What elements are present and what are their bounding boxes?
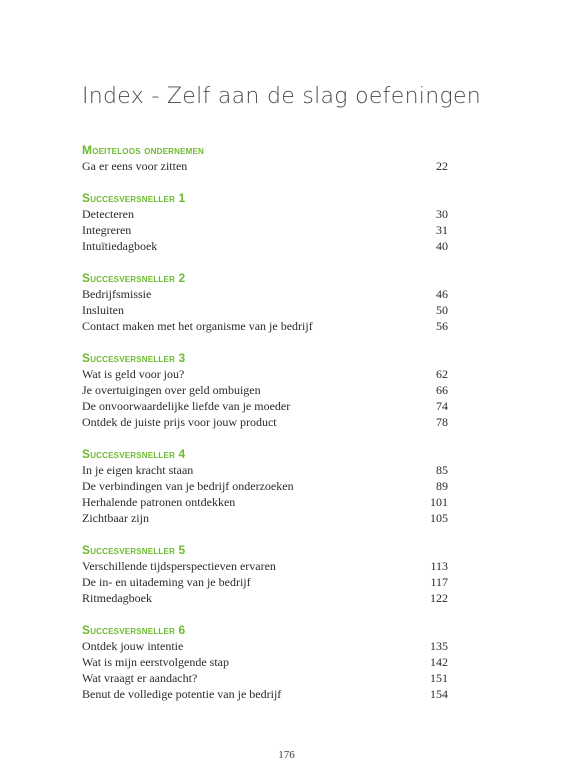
index-entry bbox=[82, 494, 448, 510]
entry-title: Zichtbaar zijn bbox=[82, 511, 149, 525]
entry-page-number: 30 bbox=[436, 207, 448, 221]
footer-page-number: 176 bbox=[278, 749, 295, 761]
entry-page-number: 78 bbox=[436, 415, 448, 429]
index-entry bbox=[82, 462, 448, 478]
entry-title: De onvoorwaardelijke liefde van je moeder bbox=[82, 399, 291, 413]
entry-page-number: 135 bbox=[430, 639, 448, 653]
entry-title: Detecteren bbox=[82, 207, 134, 221]
entry-page-number: 56 bbox=[436, 319, 448, 333]
section-heading: Succesversneller 6 bbox=[82, 623, 186, 637]
entry-title: Ritmedagboek bbox=[82, 591, 152, 605]
index-entry bbox=[82, 558, 448, 574]
entry-page-number: 117 bbox=[430, 575, 448, 589]
entry-title: De in- en uitademing van je bedrijf bbox=[82, 575, 251, 589]
entry-page-number: 85 bbox=[436, 463, 448, 477]
index-entry bbox=[82, 414, 448, 430]
index-entry bbox=[82, 238, 448, 254]
index-section bbox=[82, 270, 448, 334]
entry-title: Benut de volledige potentie van je bedrijf bbox=[82, 687, 282, 701]
entry-title: Je overtuigingen over geld ombuigen bbox=[82, 383, 261, 397]
entry-page-number: 66 bbox=[436, 383, 448, 397]
section-entries bbox=[82, 558, 448, 606]
index-section bbox=[82, 622, 448, 702]
entry-title: Bedrijfsmissie bbox=[82, 287, 152, 301]
index-entry bbox=[82, 302, 448, 318]
index-entry bbox=[82, 158, 448, 174]
entry-page-number: 101 bbox=[430, 495, 448, 509]
entry-page-number: 142 bbox=[430, 655, 448, 669]
index-section bbox=[82, 446, 448, 526]
index-section bbox=[82, 190, 448, 254]
index-entry bbox=[82, 398, 448, 414]
entry-title: Integreren bbox=[82, 223, 132, 237]
entry-page-number: 22 bbox=[436, 159, 448, 173]
section-entries bbox=[82, 462, 448, 526]
entry-title: In je eigen kracht staan bbox=[82, 463, 194, 477]
entry-page-number: 105 bbox=[430, 511, 448, 525]
entry-page-number: 154 bbox=[430, 687, 448, 701]
entry-title: Ontdek jouw intentie bbox=[82, 639, 184, 653]
section-heading: Succesversneller 1 bbox=[82, 191, 186, 205]
section-entries bbox=[82, 286, 448, 334]
entry-title: Verschillende tijdsperspectieven ervaren bbox=[82, 559, 276, 573]
entry-title: Ontdek de juiste prijs voor jouw product bbox=[82, 415, 277, 429]
index-entry bbox=[82, 510, 448, 526]
index-entry bbox=[82, 574, 448, 590]
entry-title: Wat vraagt er aandacht? bbox=[82, 671, 198, 685]
index-list bbox=[82, 142, 448, 702]
entry-page-number: 89 bbox=[436, 479, 448, 493]
entry-title: Contact maken met het organisme van je bedrijf bbox=[82, 319, 313, 333]
index-entry bbox=[82, 590, 448, 606]
index-entry bbox=[82, 654, 448, 670]
index-entry bbox=[82, 478, 448, 494]
entry-page-number: 62 bbox=[436, 367, 448, 381]
index-entry bbox=[82, 366, 448, 382]
entry-title: Insluiten bbox=[82, 303, 124, 317]
entry-title: Wat is mijn eerstvolgende stap bbox=[82, 655, 229, 669]
entry-page-number: 50 bbox=[436, 303, 448, 317]
entry-title: Herhalende patronen ontdekken bbox=[82, 495, 236, 509]
index-entry bbox=[82, 286, 448, 302]
index-entry bbox=[82, 638, 448, 654]
entry-title: Wat is geld voor jou? bbox=[82, 367, 185, 381]
index-entry bbox=[82, 670, 448, 686]
entry-title: Ga er eens voor zitten bbox=[82, 159, 188, 173]
entry-page-number: 74 bbox=[436, 399, 448, 413]
index-section bbox=[82, 542, 448, 606]
entry-title: De verbindingen van je bedrijf onderzoeken bbox=[82, 479, 294, 493]
entry-page-number: 122 bbox=[430, 591, 448, 605]
entry-page-number: 46 bbox=[436, 287, 448, 301]
section-entries bbox=[82, 638, 448, 702]
section-heading: Succesversneller 2 bbox=[82, 271, 186, 285]
entry-page-number: 31 bbox=[436, 223, 448, 237]
index-entry bbox=[82, 318, 448, 334]
index-entry bbox=[82, 686, 448, 702]
index-section bbox=[82, 350, 448, 430]
entry-page-number: 40 bbox=[436, 239, 448, 253]
index-section bbox=[82, 142, 448, 174]
index-entry bbox=[82, 206, 448, 222]
entry-page-number: 151 bbox=[430, 671, 448, 685]
section-heading: Succesversneller 3 bbox=[82, 351, 186, 365]
entry-title: Intuïtiedagboek bbox=[82, 239, 158, 253]
section-heading: Moeiteloos ondernemen bbox=[82, 143, 204, 157]
index-entry bbox=[82, 222, 448, 238]
section-entries bbox=[82, 206, 448, 254]
index-entry bbox=[82, 382, 448, 398]
section-entries bbox=[82, 158, 448, 174]
entry-page-number: 113 bbox=[430, 559, 448, 573]
page-title: Index - Zelf aan de slag oefeningen bbox=[82, 84, 482, 109]
section-heading: Succesversneller 4 bbox=[82, 447, 186, 461]
section-heading: Succesversneller 5 bbox=[82, 543, 186, 557]
section-entries bbox=[82, 366, 448, 430]
